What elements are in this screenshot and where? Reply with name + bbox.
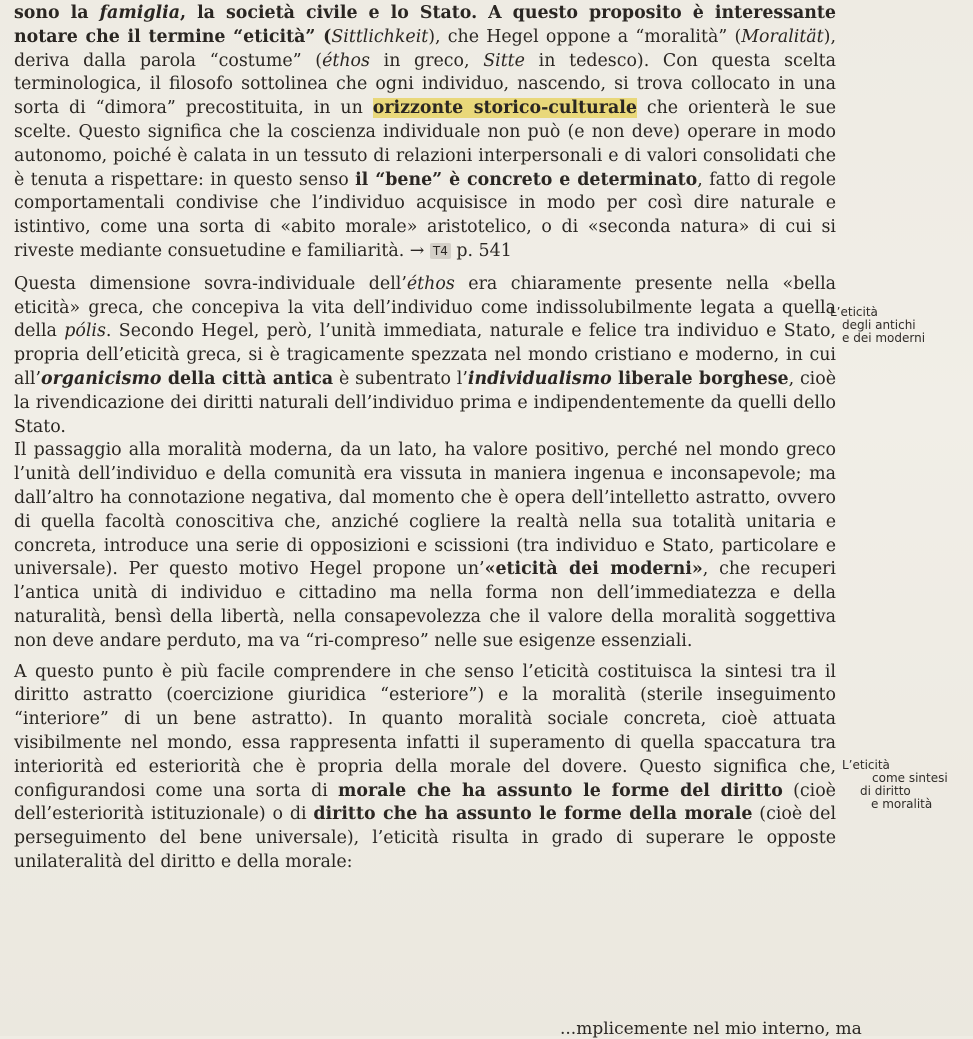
text-run: era chiaramente presente nella «bella eticità» greca, che concepiva la vita dell’individuo come indissolubilmente legata a quella della	[14, 273, 836, 342]
term-sittlichkeit: Sittlichkeit	[331, 26, 429, 47]
margin-note-line: e dei moderni	[842, 331, 926, 345]
text-run: A questo punto è più facile comprendere in che senso l’eticità costituisca la sintesi tra il diritto astratto (coercizione giuridica “esteriore”) e la moralità (sterile inseguimento “interiore” di un bene astratto). In quanto moralità sociale concreta, cioè attuata visibilmente nel mondo, essa rappresenta infatti il superamento di quella spaccatura tra interiorità ed esteriorità che è propria della morale del dovere. Questo significa che, configurandosi come una sorta di	[14, 661, 836, 801]
term-polis: pólis	[64, 321, 106, 342]
margin-note-line: e moralità	[871, 797, 933, 811]
text-run: , cioè la rivendicazione dei diritti naturali dell’individuo prima e indipendentemente da quelli dello Stato.	[14, 368, 837, 437]
text-run: in tedesco). Con questa scelta terminologica, il filosofo sottolinea che ogni individuo, nascendo, si trova collocato in una sorta di “dimora” precostituita, in un	[14, 50, 837, 119]
text-run: ), che Hegel oppone a “moralità” (	[428, 26, 742, 47]
paragraph-bella-eticita	[14, 273, 836, 440]
margin-note-eticita-antichi-moderni	[830, 306, 973, 345]
term-sitte: Sitte	[483, 50, 525, 71]
term-organicismo: organicismo	[41, 368, 162, 389]
highlight-orizzonte: orizzonte storico-culturale	[372, 98, 637, 119]
text-run: , la società civile e lo Stato. A questo proposito è interessante notare che il termine “eticità” (	[14, 3, 836, 47]
margin-note-line: degli antichi	[842, 318, 916, 332]
text-run: che orienterà le sue scelte. Questo significa che la coscienza individuale non può (e non deve) operare in modo autonomo, poiché è calata in un tessuto di relazioni interpersonali e di valori consolidati che è tenuta a rispettare: in questo senso	[14, 98, 836, 190]
term-ethos: éthos	[322, 50, 370, 71]
text-run: ), deriva dalla parola “costume” (	[14, 26, 836, 71]
margin-note-line: di diritto	[860, 784, 911, 798]
emphasis-eticita-moderni: «eticità dei moderni»	[484, 559, 703, 580]
bottom-cut-text: ...mplicemente nel mio interno, ma	[560, 1019, 862, 1039]
term-individualismo: individualismo	[467, 368, 612, 389]
text-run: (cioè del perseguimento del bene universale), l’eticità risulta in grado di superare le opposte unilateralità del diritto e della morale:	[14, 804, 837, 872]
emphasis-bene-concreto: il “bene” è concreto e determinato	[355, 169, 698, 190]
text-reference-badge[interactable]: T4	[430, 243, 451, 259]
text-run: è subentrato l’	[333, 368, 468, 389]
term-moralitat: Moralität	[741, 26, 824, 47]
main-column	[14, 2, 836, 875]
term-ethos: éthos	[406, 273, 455, 294]
emphasis-diritto-morale: diritto che ha assunto le forme della morale	[313, 804, 753, 825]
text-run: Questa dimensione sovra-individuale dell’	[14, 273, 407, 294]
text-run: , fatto di regole comportamentali condivise che l’individuo acquisisce in modo per così dire naturale e istintivo, come una sorta di «abito morale» aristotelico, o di «seconda natura» di cui si riveste mediante consuetudine e familiarità. →	[14, 169, 836, 261]
page-reference: p. 541	[450, 240, 512, 261]
emphasis-morale-diritto: morale che ha assunto le forme del diritto	[338, 780, 783, 801]
paragraph-eticita-intro	[14, 2, 836, 264]
text-run: della città antica	[161, 368, 334, 389]
margin-note-line: come sintesi	[872, 771, 948, 785]
text-run: . Secondo Hegel, però, l’unità immediata, naturale e felice tra individuo e Stato, propria dell’eticità greca, si è tragicamente spezzata nel mondo cristiano e moderno, in cui all’	[14, 321, 836, 389]
term-famiglia: famiglia	[99, 3, 180, 23]
margin-note-line: L’eticità	[830, 306, 878, 319]
text-run: in greco,	[369, 50, 484, 71]
text-run: sono la	[14, 3, 100, 23]
paragraph-moralita-moderna	[14, 439, 836, 653]
paragraph-sintesi	[14, 661, 836, 875]
text-run: Il passaggio alla moralità moderna, da un lato, ha valore positivo, perché nel mondo greco l’unità dell’individuo e della comunità era vissuta in maniera ingenua e inconsapevole; ma dall’altro ha connotazione negativa, dal momento che è opera dell’intelletto astratto, ovvero di quella facoltà conoscitiva che, anziché cogliere la realtà nella sua totalità unitaria e concreta, introduce una serie di opposizioni e scissioni (tra individuo e Stato, particolare e universale). Per questo motivo Hegel propone un’	[14, 440, 836, 580]
text-run: , che recuperi l’antica unità di individuo e cittadino ma nella forma non dell’immediatezza e della naturalità, bensì della libertà, nella consapevolezza che il valore della moralità soggettiva non deve andare perduto, ma va “ri-compreso” nelle sue esigenze essenziali.	[14, 559, 836, 651]
margin-note-line: L’eticità	[842, 759, 890, 772]
text-run: liberale borghese	[611, 368, 789, 389]
text-run: (cioè dell’esteriorità istituzionale) o di	[14, 780, 836, 825]
margin-note-eticita-sintesi	[830, 759, 973, 811]
